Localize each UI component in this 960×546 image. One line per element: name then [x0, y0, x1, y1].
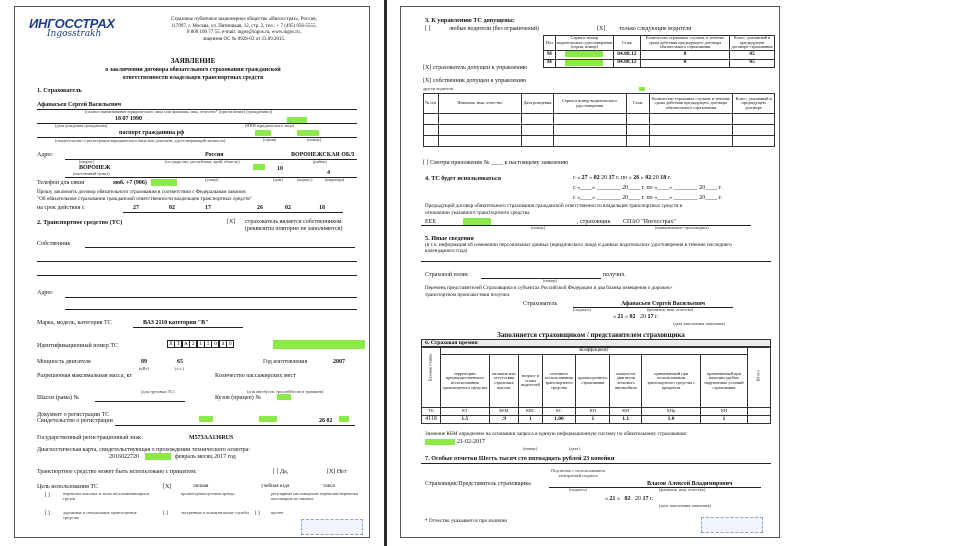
table-cell: КВС: [519, 408, 542, 416]
caption: (дата заполнения заявления): [659, 503, 711, 508]
table-cell: 04.08.12: [613, 50, 640, 59]
table-cell: [555, 50, 613, 59]
caption: (номер): [523, 446, 538, 451]
owner-checkbox[interactable]: [X]: [227, 219, 236, 225]
table-header: Пол: [544, 36, 556, 51]
purpose-item: личная: [193, 483, 209, 489]
caption: (район): [313, 159, 327, 164]
country: Россия: [205, 152, 224, 158]
request-text: "Об обязательном страховании гражданской ответственности владельцев транспортных средств": [37, 196, 252, 202]
caption: (дом): [273, 177, 283, 182]
table-header: сезонного использования транспортного средства: [542, 355, 576, 408]
trailer-yes[interactable]: [ ] Да,: [273, 469, 289, 475]
caption: (для грузовых ТС): [141, 389, 175, 394]
only-drivers-option[interactable]: [X]: [597, 26, 606, 32]
phone-value: моб. +7 (906): [113, 180, 147, 186]
phone-label: Телефон для связи: [37, 180, 85, 186]
purpose-item: перевозка опасных и легко воспламеняющихся грузов: [63, 491, 150, 501]
seats-label: Количество пассажирских мест: [215, 373, 296, 379]
purpose-item: прочее: [271, 510, 284, 515]
table-cell: .9: [489, 416, 519, 424]
vin-char-box: 0: [226, 340, 234, 348]
reg-doc-name: Свидетельство о регистрации: [37, 418, 113, 424]
page-title: ЗАЯВЛЕНИЕ: [170, 57, 216, 65]
table-header: Количество страховых случаев, в течение срока действия предыдущего договора обязательного страхования: [649, 94, 733, 114]
diag-date: февраль месяц 2017 год: [175, 454, 236, 460]
policy-tail: получил.: [603, 272, 626, 278]
caption: (серия): [263, 137, 277, 142]
caption: (фамилия, имя, отчество): [659, 487, 706, 492]
section-7-title: 7. Особые отметки Шесть тысяч сто пятнадцать рублей 23 копейки: [425, 455, 615, 462]
table-header: применяемый при наличии грубых нарушениях условий страхования: [701, 355, 748, 408]
application-page-1: [14, 6, 370, 538]
table-header: Коэффициент: [441, 348, 748, 355]
vin-char-box: T: [174, 340, 182, 348]
section-3-title: 3. К управлению ТС допущены:: [425, 17, 515, 24]
use-period-3: с «____» ________ 20____ г. по «____» ________ 20____ г.: [573, 195, 722, 201]
table-cell: М: [544, 50, 556, 59]
table-cell: КМ: [610, 408, 642, 416]
table-cell: М: [544, 59, 556, 68]
table-cell: 04.08.12: [613, 59, 640, 68]
period-to-month: 02: [285, 205, 291, 211]
caption: (полное наименование юридического лица или фамилия, имя, отчество* (при наличии) (гражданина)): [85, 109, 273, 114]
table-header: возраст и стажа водителей: [519, 355, 542, 408]
table-cell: КБМ: [489, 408, 519, 416]
power-label: Мощность двигателя: [37, 359, 91, 365]
section-1-title: 1. Страхователь: [37, 87, 82, 94]
table-cell: 1.0: [642, 416, 701, 424]
address-label: Адрес: [37, 152, 53, 158]
section-5-note: (в т.ч. информация об изменении персональных данных (юридического лица) и данных водительских удостоверения в течение последнего календарного года): [425, 242, 732, 254]
mass-label: Разрешенная максимальная масса, кг: [37, 373, 132, 379]
caption: (номер): [543, 278, 558, 283]
document-stamp: [701, 517, 763, 533]
trailer-label: Транспортное средство может быть использовано с прицепом:: [37, 469, 197, 475]
caption: (фамилия, имя, отчество): [647, 307, 694, 312]
table-header: Дата рождения: [522, 94, 553, 114]
table-cell: КТ: [441, 408, 490, 416]
vehicle-make: ВАЗ 2110 категории "В": [143, 320, 209, 326]
caption: (свидетельство о регистрации юридического лица или документ, удостоверяющий личность): [55, 138, 226, 143]
owner-text: страхователь является собственником: [245, 219, 342, 225]
checkbox[interactable]: [ ]: [45, 492, 50, 498]
city: ВОРОНЕЖ: [79, 165, 111, 171]
caption: (наименование страховщика): [655, 225, 709, 230]
table-cell: 0: [640, 50, 729, 59]
agent-sign-caption: Подписано с использованием электронной подписи: [551, 468, 605, 478]
caption: (подпись): [573, 307, 591, 312]
period-from-year: 17: [205, 205, 211, 211]
vin-char-box: 1: [197, 340, 205, 348]
id-document: паспорт гражданина рф: [119, 130, 185, 136]
table-cell: 1.1: [610, 416, 642, 424]
footnote: * Отчество указывается при наличии: [425, 518, 508, 524]
signer-name: Афанасьев Сергей Васильевич: [621, 301, 706, 307]
redaction-mark: [253, 164, 265, 170]
chassis-label: Шасси (рама) №: [37, 395, 80, 401]
prev-policy-text: Предыдущий договор обязательного страхования гражданской ответственности владельцев транспортных средств в: [425, 203, 683, 209]
any-drivers-option[interactable]: [ ]: [425, 26, 431, 32]
table-header: Стаж: [626, 94, 649, 114]
table-header: Количество страховых случаев, в течение срока действия предыдущего договора обязательного страхования: [640, 36, 729, 51]
page-separator: [384, 0, 387, 546]
checkbox[interactable]: [ ]: [163, 510, 168, 516]
diag-number: 2016022720: [109, 454, 139, 460]
transfer-text: транспортном происшествии получил.: [425, 292, 511, 298]
policy-label: Страховой полис: [425, 272, 469, 278]
table-header: Базовая ставка: [422, 348, 441, 408]
period-to-day: 26: [257, 205, 263, 211]
redaction-mark: [255, 130, 271, 136]
purpose-label: Цель использования ТС: [37, 484, 99, 490]
reg-doc-date: 26 02: [319, 418, 333, 424]
caption: (улица): [205, 177, 219, 182]
caption: (номер): [531, 225, 546, 230]
caption: (номер): [307, 137, 322, 142]
redaction-mark: [145, 453, 171, 460]
table-cell: [555, 59, 613, 68]
page-subtitle-1: о заключении договора обязательного страхования гражданской: [105, 67, 281, 73]
birth-date: 18 07 1990: [115, 116, 142, 122]
caption: (квартира): [325, 177, 345, 182]
redaction-mark: [565, 51, 603, 57]
use-period-2: с «____» ________ 20____ г. по «____» ________ 20____ г.: [573, 185, 722, 191]
driver-row-1[interactable]: [X] страхователь допущен к управлению: [423, 65, 528, 71]
year-label: Год изготовления: [263, 359, 308, 365]
redaction-mark: [273, 340, 365, 349]
table-cell: [747, 416, 770, 424]
caption: (дата): [569, 446, 580, 451]
diag-label: Диагностическая карта, свидетельствующая о прохождении технического осмотра:: [37, 447, 250, 453]
purpose-item: учебная езда: [261, 483, 290, 489]
vin-label: Идентификационный номер ТС: [37, 343, 118, 349]
redaction-mark: [339, 416, 349, 422]
purpose-item: дорожные и специальные транспортные средства: [63, 510, 137, 520]
only-drivers-label: только следующие водители: [619, 26, 692, 32]
table-cell: [747, 408, 770, 416]
redaction-mark: [151, 179, 177, 186]
owner-label: Собственник: [37, 241, 71, 247]
caption: (индекс): [79, 159, 95, 164]
document-stamp: [301, 519, 363, 535]
kbm-date: 21-02-2017: [457, 439, 485, 445]
plate-label: Государственный регистрационный знак: [37, 435, 142, 441]
body-label: Кузов (прицеп) №: [215, 395, 261, 401]
application-page-2: [400, 6, 780, 538]
caption: (населенный пункт): [73, 171, 110, 176]
caption: (подпись): [569, 487, 587, 492]
make-label: Марка, модель, категория ТС: [37, 320, 112, 326]
vin-char-box: A: [182, 340, 190, 348]
insurer-section-title: Заполняется страховщиком / представителем страховщика: [497, 331, 685, 339]
table-cell: ТБ: [422, 408, 441, 416]
table-header: Класс, указанный в предыдущем договоре: [733, 94, 775, 114]
checkbox[interactable]: [ ]: [255, 510, 260, 516]
table-cell: 05: [730, 59, 775, 68]
caption: (для автобусов, троллейбусов и трамваев): [247, 389, 324, 394]
agent-name: Власов Алексей Владимирович: [647, 481, 733, 487]
appendix-check[interactable]: [ ] Смотри приложение № ____ к настоящему заявлению: [423, 160, 569, 166]
table-cell: КП: [576, 408, 610, 416]
vin-char-box: 1: [204, 340, 212, 348]
company-logo: ИНГОССТРАХ Ingosstrakh: [29, 16, 115, 39]
table-cell: 1: [576, 416, 610, 424]
section-2-title: 2. Транспортное средство (ТС): [37, 219, 123, 226]
redaction-mark: [639, 87, 645, 91]
section-4-title: 4. ТС будет использоваться: [425, 175, 502, 182]
table-cell: 4118: [422, 416, 441, 424]
sign-date: « 21 » 02 20 17 г.: [613, 314, 659, 320]
drivers-table: [543, 35, 775, 68]
section-6-bar: 6. Страховая премия: [421, 339, 771, 347]
table-cell: КС: [542, 408, 576, 416]
purpose-item: экстренные и коммунальные службы: [181, 510, 249, 515]
flat-number: 4: [327, 170, 330, 176]
owner-address-label: Адрес: [37, 290, 53, 296]
purpose-item: такси: [323, 483, 336, 489]
use-period-1: с « 27 » 02 20 17 г. по « 26 » 02 20 18 г.: [573, 175, 671, 181]
reg-doc-label: Документ о регистрации ТС: [37, 412, 110, 418]
caption: (л.с.): [175, 366, 185, 371]
table-cell: 1: [701, 416, 748, 424]
table-cell: 0: [640, 59, 729, 68]
vin-char-box: X: [167, 340, 175, 348]
redaction-mark: [463, 218, 491, 225]
redaction-mark: [425, 439, 455, 445]
table-header: краткосрочного страхования: [576, 355, 610, 408]
prev-policy-text: отношении указанного транспортного средства: [425, 210, 530, 216]
signer-label: Страхователь: [523, 301, 558, 307]
company-info: Страховое публичное акционерное общество «Ингосстрах», Россия, 117997, г. Москва, ул. Пятницкая, 12, стр. 2, тел.: + 7 (495) 956-5555, 8 800 100 77 55, e-mail: ingos@ingos.ru, www.ingos.ru, лицензия ОС № 0928-03 от 23.09.2015.: [171, 17, 317, 42]
table-cell: 1.5: [441, 416, 490, 424]
vin-char-box: 2: [189, 340, 197, 348]
caption: (ИНН юридического лица): [245, 123, 295, 128]
prev-insurer-label: , страховщик: [577, 219, 611, 225]
redaction-mark: [297, 130, 319, 136]
any-drivers-label: любые водители (без ограничений): [449, 26, 540, 32]
other-drivers-table: [423, 93, 775, 147]
owner-text: (реквизиты повторно не заполняются): [245, 226, 343, 232]
table-header: № п/п: [424, 94, 439, 114]
redaction-mark: [277, 394, 291, 400]
trailer-no[interactable]: [X] Нет: [327, 469, 347, 475]
table-header: Серия и номер водительского удостоверения (серия, номер): [556, 35, 612, 50]
period-label: на срок действия с: [37, 205, 85, 211]
driver-row-2[interactable]: [X] собственник допущен к управлению: [423, 78, 527, 84]
purpose-item: регулярные пассажирские перевозки/перевозки пассажиров по заказам: [271, 491, 359, 501]
caption: (дата заполнения заявления): [673, 321, 725, 326]
power-hp: 65: [177, 359, 183, 365]
prev-policy-series: ЕЕЕ: [425, 219, 436, 225]
redaction-mark: [199, 416, 213, 422]
purpose-item: прокат/краткосрочная аренда: [181, 491, 235, 496]
agent-label: Страховщик/Представитель страховщика: [425, 481, 531, 487]
period-to-year: 18: [319, 205, 325, 211]
vin-char-box: 4: [219, 340, 227, 348]
section-5-title: 5. Иные сведения: [425, 235, 474, 242]
transfer-text: Перечень представителей Страховщика в субъектах Российской Федерации и два бланка извещения о дорожно-: [425, 285, 673, 291]
table-header: применяемый при использовании транспортного средства с прицепом: [642, 355, 701, 408]
checkbox[interactable]: [ ]: [45, 510, 50, 516]
kbm-text: Значение КБМ определено на основании запроса в единую информационную систему по обязательному страхованию:: [425, 431, 688, 437]
table-header: наличия или отсутствия страховых выплат: [489, 355, 519, 408]
vin-char-box: 0: [211, 340, 219, 348]
prev-insurer: СПАО "Ингосстрах": [623, 219, 676, 225]
period-from-month: 02: [169, 205, 175, 211]
table-cell: 1: [519, 416, 542, 424]
caption: (корпус): [297, 177, 313, 182]
table-header: территории преимущественного использования транспортного средства: [441, 355, 490, 408]
insurer-name: Афанасьев Сергей Васильевич: [37, 102, 122, 108]
power-kw: 89: [141, 359, 147, 365]
caption: (государство, республика, край, область): [165, 159, 240, 164]
other-drivers-label: другие водители: [423, 86, 454, 91]
plate-number: М573АА136RUS: [189, 435, 234, 441]
table-header: Серия и номер водительского удостоверения: [553, 94, 626, 114]
table-cell: 05: [730, 50, 775, 59]
caption: (дата рождения гражданина): [55, 123, 108, 128]
redaction-mark: [259, 416, 277, 422]
redaction-mark: [565, 60, 603, 66]
vehicle-year: 2007: [333, 359, 345, 365]
region: ВОРОНЕЖСКАЯ ОБЛ: [291, 152, 355, 158]
table-header: Стаж: [613, 36, 640, 51]
caption: (кВт): [139, 366, 149, 371]
vin-boxes: [167, 340, 234, 348]
table-header: Фамилия, имя, отчество: [438, 94, 522, 114]
request-text: Прошу заключить договор обязательного страхования в соответствии с Федеральным законом: [37, 189, 246, 195]
table-cell: КН: [701, 408, 748, 416]
agent-date: « 21 » 02 20 17 г.: [605, 496, 654, 502]
house-number: 10: [277, 166, 283, 172]
table-header: Итого: [747, 348, 770, 408]
table-header: мощности двигателя легкового автомобиля: [610, 355, 642, 408]
table-cell: КПр: [642, 408, 701, 416]
premium-table: [421, 347, 771, 424]
table-header: Класс, указанный в предыдущем договоре страхования: [731, 35, 773, 50]
page-subtitle-2: ответственности владельцев транспортных средств: [122, 75, 264, 81]
period-from-day: 27: [133, 205, 139, 211]
table-cell: 1.00: [542, 416, 576, 424]
purpose-personal-check[interactable]: [X]: [163, 484, 172, 490]
